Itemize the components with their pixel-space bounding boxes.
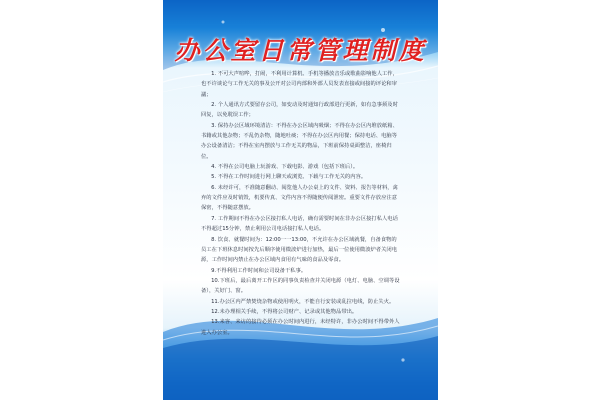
rule-item: 7. 工作期间不得在办公区接打私人电话，确有需要时间在非办公区接打私人电话不得超过15分钟，禁止利用公司电话接打私人电话。 — [201, 215, 398, 233]
rule-item: 13.来客、来访的接待必须在办公时间内进行，未经特许，非办公时间不得带外人进入办公室。 — [201, 319, 400, 336]
rule-item: 8. 饮食、就餐时间为：12:00一一13:00，不允许在办公区域就餐，自备食物的员工在下班休息时间按先后顺序使用微波炉进行加热，最后一位使用微波炉者关闭电源，工作时间内禁止在办公区域内食用有气味的食品及零食。 — [201, 236, 397, 264]
rule-item: 10.下班后，最后离开工作区的同事负责检查并关闭电源（电灯、电脑、空调等设备），关好门、窗。 — [201, 277, 400, 295]
rule-item: 5. 不得在工作时间进行网上聊天或浏览、下载与工作无关的内容。 — [211, 174, 367, 181]
rule-item: 4. 不得在公司电脑上玩游戏、下载电影、游戏（包括下班后）。 — [211, 164, 359, 171]
rule-item: 6. 未经许可，不准随意翻动、阅览他人办公桌上的文件、资料、报告等材料，禽弃的文件应及时销毁，机要传真、文件内容不得随便传阅泄密。重要文件存放应注意保密，不得随意摆放。 — [201, 184, 398, 212]
rule-item: 1. 不可大声喧哗，打闹，不利用计算机、手机等播放音乐或歌曲影响他人工作，也不许谈论与工作无关的事及公开对公司内部和外部人员发表直接或间接的评论和审議； — [201, 71, 398, 98]
poster-title: 办公室日常管理制度 — [174, 36, 427, 65]
rule-item: 12.未办理相关手续，不得将公司财产、记录或其他物品带出。 — [211, 308, 358, 315]
rule-item: 3. 保持办公区域环境清洁：不得在办公区域内吸烟；不得在办公区内堆放纸箱、书籍或其他杂物；不乱仍杂物，随地吐痰；不得在办公区内用餐；保持电话、电脑等办公设备清洁；不得在室内摆放与工作无关的物品，下班前保持桌面整洁，座椅归位。 — [201, 122, 398, 160]
rule-item: 9.不得利用工作时间和公司设备干私事。 — [211, 267, 307, 274]
rules-list — [201, 69, 401, 338]
rule-item: 2. 个人通讯方式要留存公司，如变动及时通知行政部进行更新，如有急事须及时回复，以免耽误工作； — [201, 102, 398, 119]
rule-item: 11.办公区内严禁焚烧杂物或使用明火，不能自行安装或乱拉电线，防止失火。 — [211, 298, 395, 305]
poster — [163, 0, 438, 400]
